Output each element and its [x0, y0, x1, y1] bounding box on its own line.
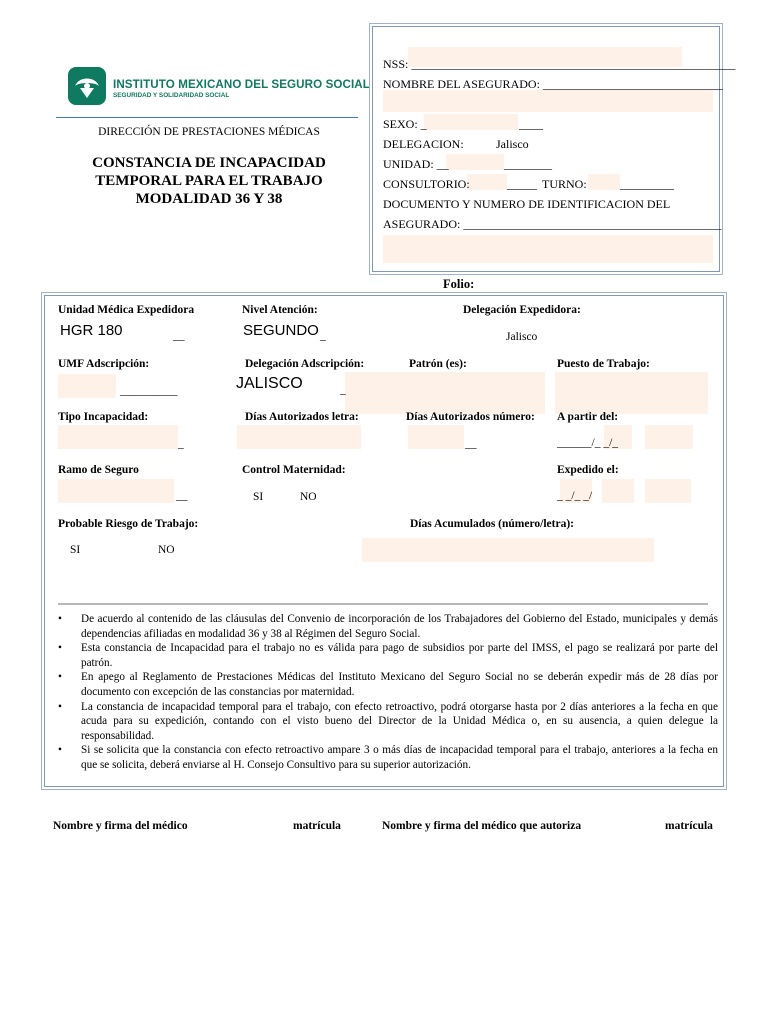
control-maternidad-si[interactable]: SI	[253, 491, 264, 503]
nivel-atencion-label: Nivel Atención:	[242, 304, 318, 316]
sexo-line: ____	[519, 117, 543, 131]
consultorio-line: _____	[507, 177, 537, 191]
patron-label: Patrón (es):	[409, 358, 467, 370]
turno-field[interactable]	[588, 174, 620, 190]
unidad-medica-label: Unidad Médica Expedidora	[58, 304, 195, 316]
tipo-incapacidad-label: Tipo Incapacidad:	[58, 411, 149, 423]
delegacion-expedidora-value: Jalisco	[506, 331, 538, 343]
dias-autorizados-numero-line: __	[465, 438, 477, 450]
delegacion-adscripcion-line: _	[340, 384, 346, 396]
expedido-date: _ _/_ _/	[557, 490, 593, 502]
delegacion-adscripcion-label: Delegación Adscripción:	[245, 358, 365, 370]
unidad-medica-value: HGR 180	[60, 322, 123, 339]
documento-label: DOCUMENTO Y NUMERO DE IDENTIFICACION DEL	[383, 197, 671, 211]
unidad-label: UNIDAD: __	[383, 157, 449, 171]
delegacion-label: DELEGACION:	[383, 137, 464, 151]
asegurado-id-label: ASEGURADO: ___________________________________________	[383, 217, 722, 231]
document-title	[56, 154, 362, 208]
puesto-trabajo-label: Puesto de Trabajo:	[557, 358, 650, 370]
section-divider	[58, 603, 708, 605]
tipo-incapacidad-field[interactable]	[58, 425, 178, 449]
note-item: • En apego al Reglamento de Prestaciones Médicas del Instituto Mexicano del Seguro Social no se deberán expedir más de 28 días por documento con excepción de las constancias por maternidad.	[58, 671, 718, 698]
institution-tagline: SEGURIDAD Y SOLIDARIDAD SOCIAL	[113, 92, 230, 99]
delegacion-expedidora-label: Delegación Expedidora:	[463, 304, 581, 316]
expedido-field-3[interactable]	[645, 479, 691, 503]
bullet-icon: •	[58, 613, 62, 625]
imss-eagle-icon	[67, 66, 107, 106]
consultorio-field[interactable]	[467, 174, 507, 190]
patron-field[interactable]	[345, 372, 545, 414]
expedido-label: Expedido el:	[557, 464, 619, 476]
header-rule	[56, 117, 358, 118]
puesto-field[interactable]	[555, 372, 708, 414]
umf-adscripcion-line: __________	[120, 385, 178, 397]
dias-autorizados-numero-label: Días Autorizados número:	[406, 411, 535, 423]
dias-numero-field[interactable]	[408, 425, 464, 449]
firma-medico-autoriza-label: Nombre y firma del médico que autoriza	[382, 820, 582, 832]
sexo-field[interactable]	[424, 114, 518, 130]
nivel-atencion-value: SEGUNDO	[243, 322, 319, 339]
note-item: • Esta constancia de Incapacidad para el trabajo no es válida para pago de subsidios por parte del IMSS, el pago se realizará por parte del patrón.	[58, 642, 718, 669]
unidad-medica-line: __	[173, 330, 185, 342]
control-maternidad-label: Control Maternidad:	[242, 464, 346, 476]
delegacion-value: Jalisco	[496, 137, 529, 151]
firma-medico-label: Nombre y firma del médico	[53, 820, 188, 832]
dias-acumulados-field[interactable]	[362, 538, 654, 562]
nss-label: NSS: ______________________________________________________	[383, 57, 736, 71]
turno-line: _________	[620, 177, 674, 191]
bullet-icon: •	[58, 642, 62, 655]
probable-riesgo-label: Probable Riesgo de Trabajo:	[58, 518, 199, 530]
title-line-2: TEMPORAL PARA EL TRABAJO	[95, 173, 323, 189]
nombre-field[interactable]	[383, 90, 713, 112]
nombre-asegurado-label: NOMBRE DEL ASEGURADO: ______________________________	[383, 77, 723, 91]
umf-field[interactable]	[58, 374, 116, 398]
matricula-label-2: matrícula	[665, 820, 713, 832]
note-item: • Si se solicita que la constancia con efecto retroactivo ampare 3 o más días de incapacidad temporal para el trabajo, anteriores a la fecha en que se solicita, deberá enviarse al H. Consejo Consultivo para su superior autorización.	[58, 744, 718, 771]
unidad-field[interactable]	[446, 154, 504, 170]
riesgo-si[interactable]: SI	[70, 544, 81, 556]
note-item: • De acuerdo al contenido de las cláusulas del Convenio de incorporación de los Trabajadores del Gobierno del Estado, municipales y demás dependencias afiliadas en modalidad 36 y 38 al Régimen del Seguro Social.	[58, 613, 718, 640]
dias-letra-field[interactable]	[237, 425, 361, 449]
title-line-3: MODALIDAD 36 Y 38	[135, 191, 283, 207]
folio-label: Folio:	[443, 277, 475, 291]
control-maternidad-no[interactable]: NO	[300, 491, 317, 503]
sexo-label: SEXO: _	[383, 117, 427, 131]
unidad-line: ________	[504, 157, 552, 171]
bullet-icon: •	[58, 744, 62, 757]
a-partir-label: A partir del:	[557, 411, 619, 423]
notes-list	[58, 612, 718, 773]
delegacion-adscripcion-value: JALISCO	[236, 375, 303, 392]
consultorio-label: CONSULTORIO:	[383, 177, 470, 191]
bullet-icon: •	[58, 671, 62, 684]
tipo-incapacidad-line: _	[178, 438, 184, 450]
bullet-icon: •	[58, 700, 62, 713]
ramo-field[interactable]	[58, 479, 174, 503]
turno-label: TURNO:	[542, 177, 587, 191]
documento-field[interactable]	[383, 235, 713, 263]
title-line-1: CONSTANCIA DE INCAPACIDAD	[92, 155, 326, 171]
nivel-atencion-line: _	[320, 330, 326, 342]
ramo-seguro-line: __	[176, 490, 188, 502]
dias-autorizados-letra-label: Días Autorizados letra:	[245, 411, 359, 423]
note-item: • La constancia de incapacidad temporal para el trabajo, con efecto retroactivo, podrá otorgarse hasta por 2 días anteriores a la fecha en que acuda para su expedición, contando con el visto bueno del Director de la Unidad Médica o, en su ausencia, a quien delegue la responsabilidad.	[58, 700, 718, 742]
a-partir-date: ______/_ _/_	[557, 437, 619, 449]
ramo-seguro-label: Ramo de Seguro	[58, 464, 139, 476]
riesgo-no[interactable]: NO	[158, 544, 175, 556]
expedido-field-2[interactable]	[602, 479, 634, 503]
matricula-label-1: matrícula	[293, 820, 341, 832]
institution-name: INSTITUTO MEXICANO DEL SEGURO SOCIAL	[113, 78, 370, 91]
dias-acumulados-label: Días Acumulados (número/letra):	[410, 518, 574, 530]
imss-logo	[67, 64, 370, 108]
umf-adscripcion-label: UMF Adscripción:	[58, 358, 150, 370]
department-name: DIRECCIÓN DE PRESTACIONES MÉDICAS	[98, 126, 320, 138]
a-partir-field-2[interactable]	[645, 425, 693, 449]
